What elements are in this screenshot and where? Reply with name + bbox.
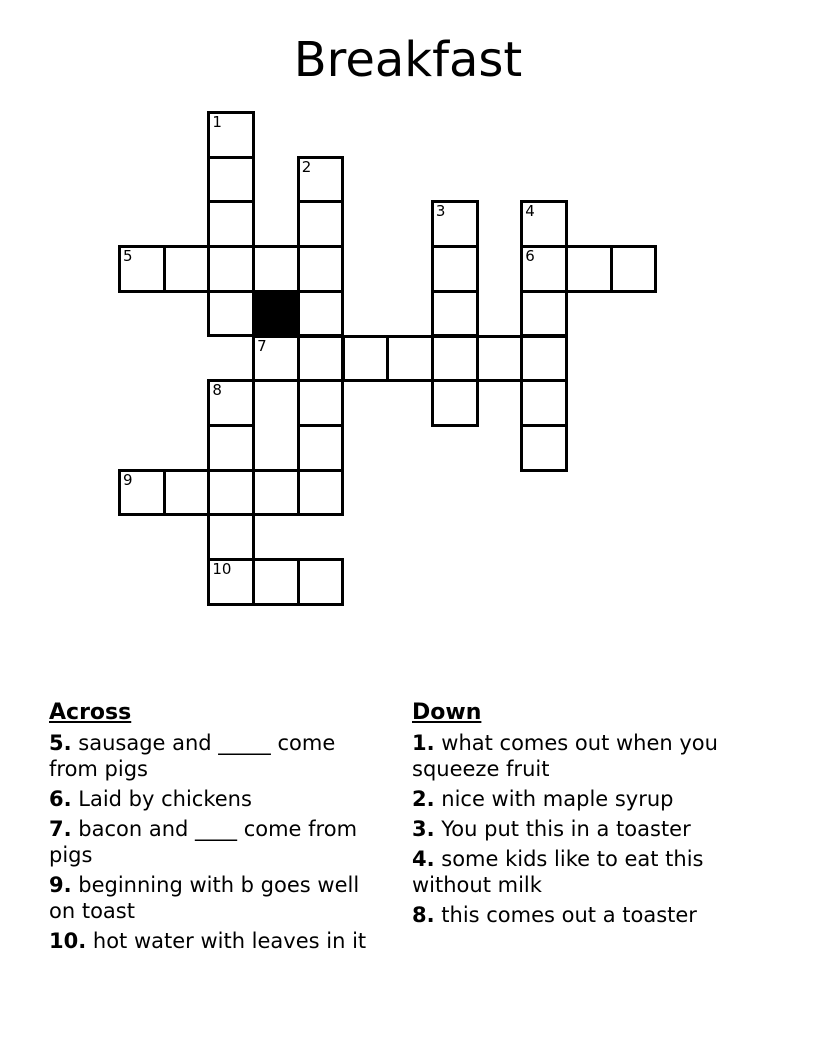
grid-cell[interactable] xyxy=(207,379,255,427)
grid-cell[interactable] xyxy=(520,290,568,338)
grid-cell[interactable] xyxy=(297,469,345,517)
grid-cell[interactable] xyxy=(252,469,300,517)
grid-cell[interactable] xyxy=(297,335,345,383)
grid-cell[interactable] xyxy=(431,379,479,427)
grid-cell[interactable] xyxy=(252,558,300,606)
clue-text: Laid by chickens xyxy=(71,787,252,811)
across-clues-section xyxy=(49,700,369,958)
grid-cell[interactable] xyxy=(431,245,479,293)
grid-cell[interactable] xyxy=(520,379,568,427)
clue-text: bacon and ____ come from pigs xyxy=(49,817,358,867)
grid-cell[interactable] xyxy=(476,335,524,383)
puzzle-title: Breakfast xyxy=(293,32,523,88)
clue-item xyxy=(412,816,732,842)
clue-number: 2. xyxy=(412,787,435,811)
grid-cell[interactable] xyxy=(252,335,300,383)
clue-item xyxy=(412,730,732,782)
grid-cell[interactable] xyxy=(207,245,255,293)
clue-number: 9. xyxy=(49,873,72,897)
grid-cell[interactable] xyxy=(297,156,345,204)
grid-cell[interactable] xyxy=(207,424,255,472)
grid-cell[interactable] xyxy=(163,469,211,517)
clue-item xyxy=(412,902,732,928)
across-clue-list xyxy=(49,730,369,954)
grid-cell[interactable] xyxy=(163,245,211,293)
clue-item xyxy=(412,846,732,898)
grid-cell[interactable] xyxy=(297,200,345,248)
grid-cell[interactable] xyxy=(520,335,568,383)
clue-text: hot water with leaves in it xyxy=(86,929,367,953)
clue-number: 7. xyxy=(49,817,72,841)
grid-cell[interactable] xyxy=(297,379,345,427)
clue-number: 5. xyxy=(49,731,72,755)
grid-cell[interactable] xyxy=(520,424,568,472)
grid-cell[interactable] xyxy=(520,245,568,293)
grid-cell[interactable] xyxy=(207,111,255,159)
grid-cell[interactable] xyxy=(207,558,255,606)
grid-cell[interactable] xyxy=(565,245,613,293)
clue-item xyxy=(49,928,369,954)
clue-text: what comes out when you squeeze fruit xyxy=(412,731,718,781)
clue-item xyxy=(49,816,369,868)
clue-number: 8. xyxy=(412,903,435,927)
cell-number: 5 xyxy=(123,247,133,266)
clue-item xyxy=(49,730,369,782)
grid-cell[interactable] xyxy=(431,200,479,248)
grid-cell[interactable] xyxy=(207,200,255,248)
clue-text: You put this in a toaster xyxy=(434,817,691,841)
clue-item xyxy=(412,786,732,812)
down-heading: Down xyxy=(412,700,482,725)
clue-text: nice with maple syrup xyxy=(434,787,674,811)
clue-item xyxy=(49,786,369,812)
cell-number: 8 xyxy=(212,381,222,400)
clue-number: 10. xyxy=(49,929,87,953)
cell-number: 7 xyxy=(257,336,267,355)
grid-cell[interactable] xyxy=(118,469,166,517)
grid-cell[interactable] xyxy=(520,200,568,248)
grid-cell[interactable] xyxy=(297,558,345,606)
grid-cell[interactable] xyxy=(297,424,345,472)
down-clue-list xyxy=(412,730,732,928)
clue-text: some kids like to eat this without milk xyxy=(412,847,704,897)
cell-number: 9 xyxy=(123,470,133,489)
cell-number: 2 xyxy=(301,157,312,176)
cell-number: 6 xyxy=(525,247,535,266)
grid-cell[interactable] xyxy=(342,335,390,383)
clue-item xyxy=(49,872,369,924)
grid-cell[interactable] xyxy=(431,290,479,338)
clue-number: 6. xyxy=(49,787,72,811)
clue-text: beginning with b goes well on toast xyxy=(49,873,360,923)
cell-number: 1 xyxy=(212,113,222,131)
grid-cell[interactable] xyxy=(431,335,479,383)
grid-cell[interactable] xyxy=(386,335,434,383)
cell-number: 10 xyxy=(212,560,232,578)
clue-text: this comes out a toaster xyxy=(434,903,697,927)
grid-cell[interactable] xyxy=(207,469,255,517)
grid-cell[interactable] xyxy=(207,513,255,561)
clue-number: 3. xyxy=(412,817,435,841)
grid-cell[interactable] xyxy=(118,245,166,293)
across-heading: Across xyxy=(49,700,132,725)
grid-cell[interactable] xyxy=(252,245,300,293)
grid-cell[interactable] xyxy=(610,245,658,293)
clue-text: sausage and _____ come from pigs xyxy=(49,731,336,781)
cell-number: 4 xyxy=(525,202,535,221)
clue-number: 1. xyxy=(412,731,435,755)
blocked-cell xyxy=(252,290,300,338)
grid-cell[interactable] xyxy=(207,156,255,204)
grid-cell[interactable] xyxy=(207,290,255,338)
cell-number: 3 xyxy=(435,202,446,221)
grid-cell[interactable] xyxy=(297,245,345,293)
down-clues-section xyxy=(412,700,732,932)
grid-cell[interactable] xyxy=(297,290,345,338)
clue-number: 4. xyxy=(412,847,435,871)
